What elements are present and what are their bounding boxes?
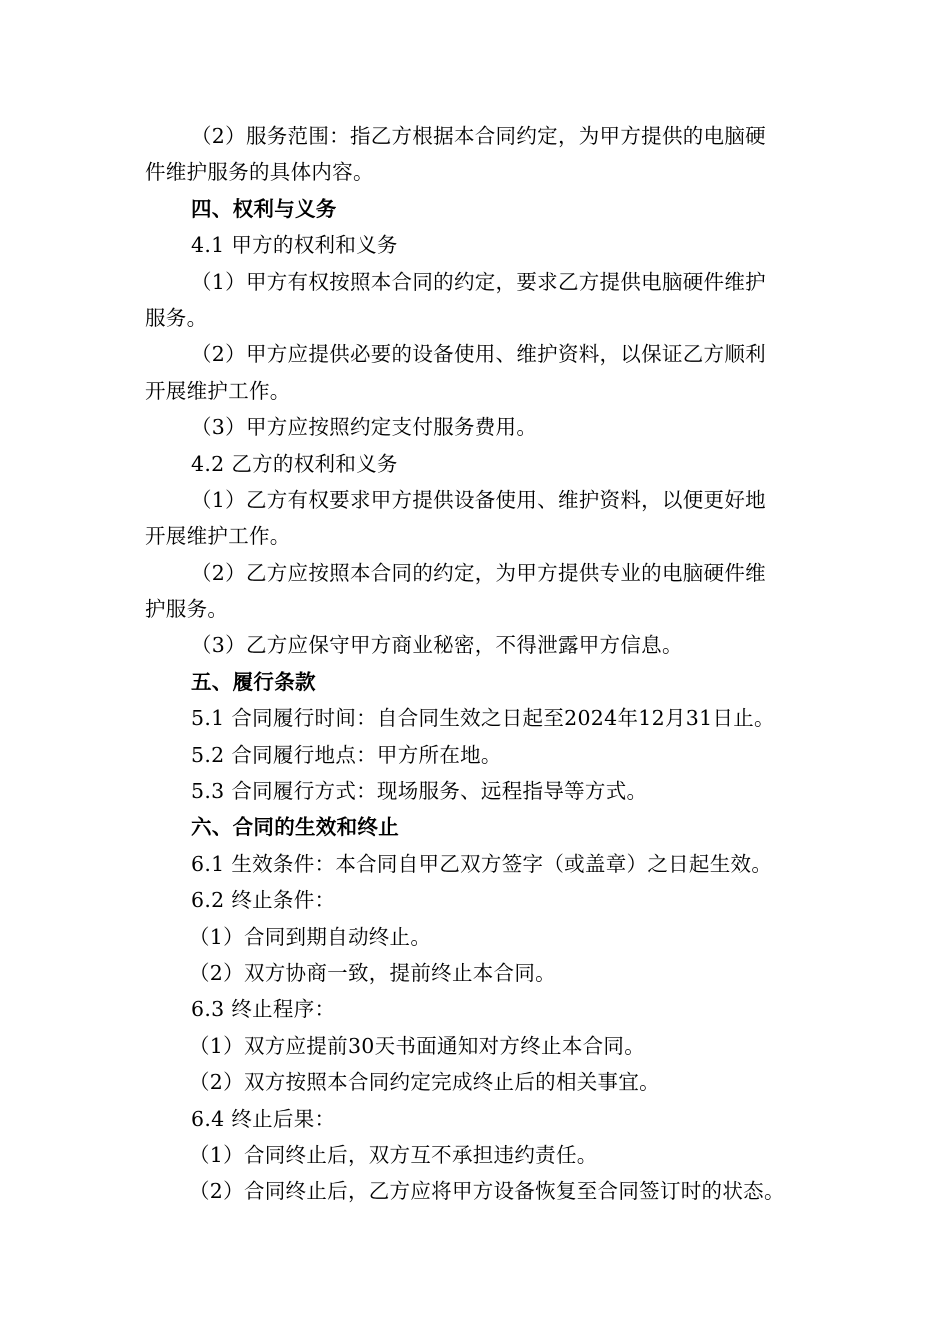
paragraph-line: 6.1 生效条件：本合同自甲乙双方签字（或盖章）之日起生效。 <box>191 851 773 876</box>
paragraph-line: 件维护服务的具体内容。 <box>145 160 374 185</box>
paragraph-line: 开展维护工作。 <box>145 524 291 549</box>
section-heading: 六、合同的生效和终止 <box>191 815 399 840</box>
subsection-title: 4.2 乙方的权利和义务 <box>191 451 398 476</box>
document-body <box>145 118 810 1210</box>
paragraph-line: （3）甲方应按照约定支付服务费用。 <box>191 415 538 440</box>
list-item: （1）合同终止后，双方互不承担违约责任。 <box>189 1142 598 1167</box>
paragraph-line: 5.1 合同履行时间：自合同生效之日起至2024年12月31日止。 <box>191 706 775 731</box>
paragraph-line: （2）服务范围：指乙方根据本合同约定，为甲方提供的电脑硬 <box>191 124 766 148</box>
section-heading: 五、履行条款 <box>191 669 316 694</box>
paragraph-line: （1）乙方有权要求甲方提供设备使用、维护资料，以便更好地 <box>191 487 766 512</box>
section-heading: 四、权利与义务 <box>191 196 337 221</box>
list-item: （1）双方应提前30天书面通知对方终止本合同。 <box>189 1033 646 1058</box>
paragraph-line: 5.3 合同履行方式：现场服务、远程指导等方式。 <box>191 779 648 804</box>
paragraph-line: （1）甲方有权按照本合同的约定，要求乙方提供电脑硬件维护 <box>191 269 766 294</box>
paragraph-line: （2）甲方应提供必要的设备使用、维护资料，以保证乙方顺利 <box>191 342 766 367</box>
paragraph-line: 护服务。 <box>145 597 229 622</box>
paragraph-line: （2）乙方应按照本合同的约定，为甲方提供专业的电脑硬件维 <box>191 560 766 585</box>
subsection-title: 6.2 终止条件： <box>191 888 336 913</box>
paragraph-line: （3）乙方应保守甲方商业秘密，不得泄露甲方信息。 <box>191 633 683 658</box>
paragraph-line: 5.2 合同履行地点：甲方所在地。 <box>191 742 502 767</box>
paragraph-line: 服务。 <box>145 305 208 330</box>
paragraph-line: 开展维护工作。 <box>145 378 291 403</box>
subsection-title: 6.3 终止程序： <box>191 997 336 1022</box>
list-item: （1）合同到期自动终止。 <box>189 924 432 949</box>
subsection-title: 4.1 甲方的权利和义务 <box>191 233 398 258</box>
list-item: （2）双方按照本合同约定完成终止后的相关事宜。 <box>189 1070 660 1095</box>
list-item: （2）双方协商一致，提前终止本合同。 <box>189 960 556 985</box>
list-item: （2）合同终止后，乙方应将甲方设备恢复至合同签订时的状态。 <box>189 1179 785 1204</box>
subsection-title: 6.4 终止后果： <box>191 1106 336 1131</box>
